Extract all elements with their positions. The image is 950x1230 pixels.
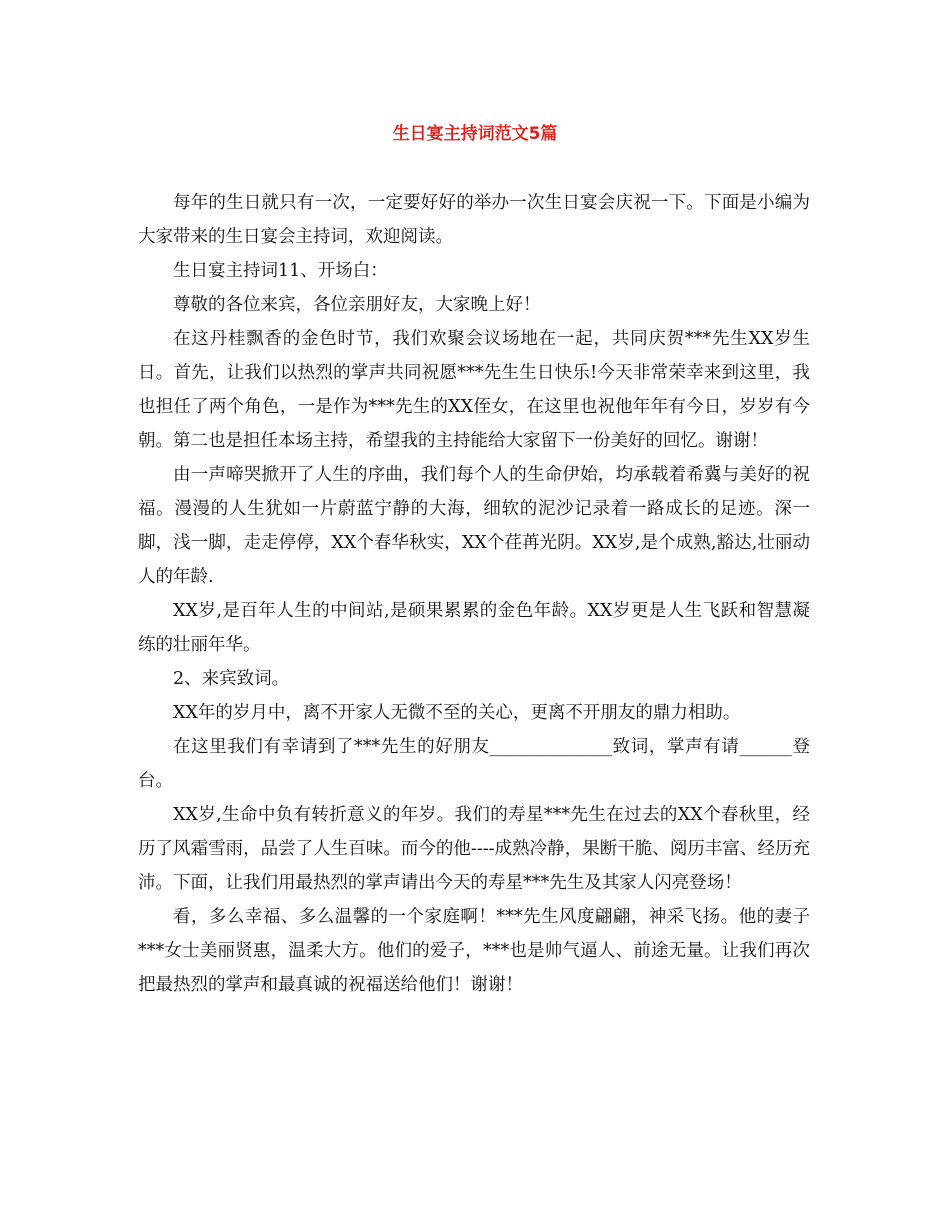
- paragraph: 看，多么幸福、多么温馨的一个家庭啊！***先生风度翩翩，神采飞扬。他的妻子***女士美丽贤惠，温柔大方。他们的爱子，***也是帅气逼人、前途无量。让我们再次把最热烈的掌声和最真诚的祝福送给他们！谢谢！: [138, 907, 810, 995]
- paragraph: 2、来宾致词。: [173, 669, 290, 689]
- paragraph: 尊敬的各位来宾，各位亲朋好友，大家晚上好！: [173, 295, 541, 315]
- document-title: 生日宴主持词范文5篇: [392, 124, 558, 144]
- paragraph: XX岁,是百年人生的中间站,是硕果累累的金色年龄。XX岁更是人生飞跃和智慧凝练的壮丽年华。: [138, 601, 810, 655]
- paragraph: XX岁,生命中负有转折意义的年岁。我们的寿星***先生在过去的XX个春秋里，经历了风霜雪雨，品尝了人生百味。而今的他----成熟冷静，果断干脆、阅历丰富、经历充沛。下面，让我们用最热烈的掌声请出今天的寿星***先生及其家人闪亮登场！: [138, 805, 810, 893]
- paragraph: 由一声啼哭掀开了人生的序曲，我们每个人的生命伊始，均承载着希冀与美好的祝福。漫漫的人生犹如一片蔚蓝宁静的大海，细软的泥沙记录着一路成长的足迹。深一脚，浅一脚，走走停停，XX个春华秋实，XX个荏苒光阴。XX岁,是个成熟,豁达,壮丽动人的年龄.: [138, 465, 810, 587]
- paragraph: 在这里我们有幸请到了***先生的好朋友______________致词，掌声有请______登台。: [138, 737, 810, 791]
- paragraph: XX年的岁月中，离不开家人无微不至的关心，更离不开朋友的鼎力相助。: [173, 703, 741, 723]
- paragraph: 生日宴主持词11、开场白：: [173, 261, 388, 281]
- paragraph: 在这丹桂飘香的金色时节，我们欢聚会议场地在一起，共同庆贺***先生XX岁生日。首先，让我们以热烈的掌声共同祝愿***先生生日快乐!今天非常荣幸来到这里，我也担任了两个角色，一是作为***先生的XX侄女，在这里也祝他年年有今日，岁岁有今朝。第二也是担任本场主持，希望我的主持能给大家留下一份美好的回忆。谢谢！: [138, 329, 810, 451]
- document-body: [138, 186, 810, 1002]
- paragraph: 每年的生日就只有一次，一定要好好的举办一次生日宴会庆祝一下。下面是小编为大家带来的生日宴会主持词，欢迎阅读。: [138, 193, 810, 247]
